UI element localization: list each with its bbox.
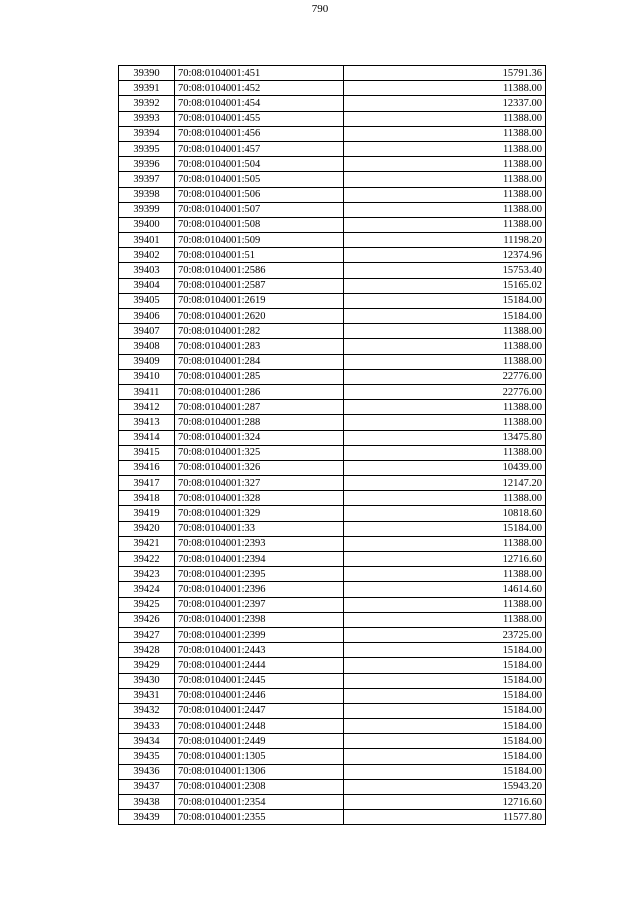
row-number-cell: 39418 <box>119 491 175 506</box>
table-row <box>119 217 546 232</box>
value-cell: 15753.40 <box>344 263 546 278</box>
table-row <box>119 597 546 612</box>
value-cell: 15184.00 <box>344 293 546 308</box>
value-cell: 15184.00 <box>344 734 546 749</box>
cadastral-code-cell: 70:08:0104001:2398 <box>175 612 344 627</box>
row-number-cell: 39421 <box>119 536 175 551</box>
page-number: 790 <box>311 3 329 15</box>
value-cell: 11388.00 <box>344 400 546 415</box>
row-number-cell: 39395 <box>119 141 175 156</box>
value-cell: 11388.00 <box>344 157 546 172</box>
row-number-cell: 39429 <box>119 658 175 673</box>
value-cell: 12374.96 <box>344 248 546 263</box>
value-cell: 15184.00 <box>344 521 546 536</box>
row-number-cell: 39425 <box>119 597 175 612</box>
row-number-cell: 39414 <box>119 430 175 445</box>
cadastral-code-cell: 70:08:0104001:324 <box>175 430 344 445</box>
cadastral-code-cell: 70:08:0104001:329 <box>175 506 344 521</box>
cadastral-code-cell: 70:08:0104001:451 <box>175 66 344 81</box>
value-cell: 15184.00 <box>344 703 546 718</box>
value-cell: 15184.00 <box>344 719 546 734</box>
cadastral-code-cell: 70:08:0104001:509 <box>175 233 344 248</box>
row-number-cell: 39413 <box>119 415 175 430</box>
row-number-cell: 39436 <box>119 764 175 779</box>
cadastral-code-cell: 70:08:0104001:2443 <box>175 643 344 658</box>
row-number-cell: 39405 <box>119 293 175 308</box>
row-number-cell: 39402 <box>119 248 175 263</box>
value-cell: 11388.00 <box>344 536 546 551</box>
row-number-cell: 39426 <box>119 612 175 627</box>
value-cell: 23725.00 <box>344 627 546 642</box>
row-number-cell: 39410 <box>119 369 175 384</box>
value-cell: 14614.60 <box>344 582 546 597</box>
row-number-cell: 39428 <box>119 643 175 658</box>
value-cell: 11388.00 <box>344 597 546 612</box>
row-number-cell: 39419 <box>119 506 175 521</box>
row-number-cell: 39397 <box>119 172 175 187</box>
row-number-cell: 39437 <box>119 779 175 794</box>
cadastral-code-cell: 70:08:0104001:325 <box>175 445 344 460</box>
cadastral-code-cell: 70:08:0104001:2397 <box>175 597 344 612</box>
table-row <box>119 141 546 156</box>
value-cell: 11388.00 <box>344 612 546 627</box>
cadastral-code-cell: 70:08:0104001:2394 <box>175 552 344 567</box>
table-row <box>119 734 546 749</box>
cadastral-code-cell: 70:08:0104001:2620 <box>175 309 344 324</box>
row-number-cell: 39427 <box>119 627 175 642</box>
cadastral-code-cell: 70:08:0104001:2448 <box>175 719 344 734</box>
table-row <box>119 445 546 460</box>
table-row <box>119 476 546 491</box>
value-cell: 11388.00 <box>344 202 546 217</box>
table-row <box>119 96 546 111</box>
cadastral-code-cell: 70:08:0104001:2446 <box>175 688 344 703</box>
table-row <box>119 506 546 521</box>
table-row <box>119 460 546 475</box>
row-number-cell: 39409 <box>119 354 175 369</box>
row-number-cell: 39399 <box>119 202 175 217</box>
value-cell: 12147.20 <box>344 476 546 491</box>
table-row <box>119 552 546 567</box>
value-cell: 11388.00 <box>344 81 546 96</box>
cadastral-code-cell: 70:08:0104001:2447 <box>175 703 344 718</box>
row-number-cell: 39412 <box>119 400 175 415</box>
cadastral-code-cell: 70:08:0104001:286 <box>175 384 344 399</box>
table-row <box>119 81 546 96</box>
cadastral-code-cell: 70:08:0104001:2396 <box>175 582 344 597</box>
value-cell: 11388.00 <box>344 415 546 430</box>
value-cell: 11388.00 <box>344 354 546 369</box>
cadastral-code-cell: 70:08:0104001:456 <box>175 126 344 141</box>
value-cell: 11577.80 <box>344 810 546 825</box>
value-cell: 11388.00 <box>344 324 546 339</box>
cadastral-code-cell: 70:08:0104001:326 <box>175 460 344 475</box>
cadastral-code-cell: 70:08:0104001:284 <box>175 354 344 369</box>
row-number-cell: 39420 <box>119 521 175 536</box>
cadastral-code-cell: 70:08:0104001:454 <box>175 96 344 111</box>
value-cell: 15943.20 <box>344 779 546 794</box>
cadastral-code-cell: 70:08:0104001:508 <box>175 217 344 232</box>
cadastral-code-cell: 70:08:0104001:328 <box>175 491 344 506</box>
table-row <box>119 187 546 202</box>
value-cell: 11388.00 <box>344 126 546 141</box>
cadastral-code-cell: 70:08:0104001:2355 <box>175 810 344 825</box>
table-row <box>119 703 546 718</box>
table-row <box>119 749 546 764</box>
row-number-cell: 39438 <box>119 795 175 810</box>
row-number-cell: 39394 <box>119 126 175 141</box>
value-cell: 11388.00 <box>344 217 546 232</box>
row-number-cell: 39398 <box>119 187 175 202</box>
row-number-cell: 39407 <box>119 324 175 339</box>
table-row <box>119 354 546 369</box>
value-cell: 11388.00 <box>344 339 546 354</box>
table-row <box>119 430 546 445</box>
table-row <box>119 339 546 354</box>
table-row <box>119 612 546 627</box>
row-number-cell: 39434 <box>119 734 175 749</box>
value-cell: 11388.00 <box>344 141 546 156</box>
cadastral-code-cell: 70:08:0104001:327 <box>175 476 344 491</box>
table-row <box>119 263 546 278</box>
value-cell: 11388.00 <box>344 111 546 126</box>
table-row <box>119 309 546 324</box>
row-number-cell: 39422 <box>119 552 175 567</box>
value-cell: 11198.20 <box>344 233 546 248</box>
cadastral-code-cell: 70:08:0104001:2354 <box>175 795 344 810</box>
cadastral-code-cell: 70:08:0104001:2445 <box>175 673 344 688</box>
value-cell: 12716.60 <box>344 795 546 810</box>
cadastral-code-cell: 70:08:0104001:287 <box>175 400 344 415</box>
cadastral-code-cell: 70:08:0104001:1306 <box>175 764 344 779</box>
value-cell: 13475.80 <box>344 430 546 445</box>
value-cell: 10818.60 <box>344 506 546 521</box>
value-cell: 11388.00 <box>344 567 546 582</box>
cadastral-code-cell: 70:08:0104001:455 <box>175 111 344 126</box>
row-number-cell: 39435 <box>119 749 175 764</box>
value-cell: 15791.36 <box>344 66 546 81</box>
cadastral-code-cell: 70:08:0104001:283 <box>175 339 344 354</box>
value-cell: 15165.02 <box>344 278 546 293</box>
table-row <box>119 202 546 217</box>
table-row <box>119 111 546 126</box>
value-cell: 11388.00 <box>344 187 546 202</box>
cadastral-code-cell: 70:08:0104001:51 <box>175 248 344 263</box>
value-cell: 15184.00 <box>344 688 546 703</box>
table-row <box>119 673 546 688</box>
cadastral-code-cell: 70:08:0104001:1305 <box>175 749 344 764</box>
table-row <box>119 248 546 263</box>
row-number-cell: 39391 <box>119 81 175 96</box>
value-cell: 10439.00 <box>344 460 546 475</box>
table-body <box>119 66 546 825</box>
table-row <box>119 688 546 703</box>
row-number-cell: 39411 <box>119 384 175 399</box>
cadastral-code-cell: 70:08:0104001:33 <box>175 521 344 536</box>
table-row <box>119 643 546 658</box>
data-table <box>118 65 546 825</box>
row-number-cell: 39432 <box>119 703 175 718</box>
cadastral-code-cell: 70:08:0104001:282 <box>175 324 344 339</box>
table-row <box>119 172 546 187</box>
row-number-cell: 39408 <box>119 339 175 354</box>
cadastral-code-cell: 70:08:0104001:2308 <box>175 779 344 794</box>
row-number-cell: 39415 <box>119 445 175 460</box>
table-row <box>119 536 546 551</box>
table-row <box>119 567 546 582</box>
row-number-cell: 39392 <box>119 96 175 111</box>
table-row <box>119 400 546 415</box>
table-row <box>119 764 546 779</box>
table-row <box>119 779 546 794</box>
row-number-cell: 39424 <box>119 582 175 597</box>
table-row <box>119 126 546 141</box>
cadastral-code-cell: 70:08:0104001:452 <box>175 81 344 96</box>
cadastral-code-cell: 70:08:0104001:504 <box>175 157 344 172</box>
table-row <box>119 324 546 339</box>
row-number-cell: 39400 <box>119 217 175 232</box>
table-row <box>119 415 546 430</box>
value-cell: 12716.60 <box>344 552 546 567</box>
value-cell: 15184.00 <box>344 749 546 764</box>
cadastral-code-cell: 70:08:0104001:457 <box>175 141 344 156</box>
cadastral-code-cell: 70:08:0104001:2393 <box>175 536 344 551</box>
value-cell: 22776.00 <box>344 384 546 399</box>
cadastral-code-cell: 70:08:0104001:2444 <box>175 658 344 673</box>
value-cell: 15184.00 <box>344 658 546 673</box>
row-number-cell: 39430 <box>119 673 175 688</box>
row-number-cell: 39393 <box>119 111 175 126</box>
table-row <box>119 369 546 384</box>
table-row <box>119 658 546 673</box>
value-cell: 12337.00 <box>344 96 546 111</box>
cadastral-code-cell: 70:08:0104001:2399 <box>175 627 344 642</box>
row-number-cell: 39401 <box>119 233 175 248</box>
row-number-cell: 39406 <box>119 309 175 324</box>
value-cell: 22776.00 <box>344 369 546 384</box>
table-row <box>119 278 546 293</box>
table-row <box>119 66 546 81</box>
table-row <box>119 810 546 825</box>
table-row <box>119 795 546 810</box>
table-row <box>119 521 546 536</box>
table-row <box>119 719 546 734</box>
value-cell: 15184.00 <box>344 764 546 779</box>
value-cell: 15184.00 <box>344 643 546 658</box>
cadastral-code-cell: 70:08:0104001:505 <box>175 172 344 187</box>
table-row <box>119 233 546 248</box>
table-row <box>119 293 546 308</box>
value-cell: 11388.00 <box>344 445 546 460</box>
cadastral-code-cell: 70:08:0104001:2619 <box>175 293 344 308</box>
row-number-cell: 39416 <box>119 460 175 475</box>
cadastral-code-cell: 70:08:0104001:2449 <box>175 734 344 749</box>
cadastral-code-cell: 70:08:0104001:506 <box>175 187 344 202</box>
table-row <box>119 384 546 399</box>
row-number-cell: 39396 <box>119 157 175 172</box>
row-number-cell: 39431 <box>119 688 175 703</box>
value-cell: 15184.00 <box>344 673 546 688</box>
cadastral-code-cell: 70:08:0104001:507 <box>175 202 344 217</box>
value-cell: 15184.00 <box>344 309 546 324</box>
cadastral-code-cell: 70:08:0104001:2586 <box>175 263 344 278</box>
row-number-cell: 39417 <box>119 476 175 491</box>
row-number-cell: 39403 <box>119 263 175 278</box>
table-row <box>119 157 546 172</box>
table-row <box>119 627 546 642</box>
row-number-cell: 39404 <box>119 278 175 293</box>
row-number-cell: 39390 <box>119 66 175 81</box>
table-row <box>119 582 546 597</box>
cadastral-code-cell: 70:08:0104001:288 <box>175 415 344 430</box>
cadastral-code-cell: 70:08:0104001:2395 <box>175 567 344 582</box>
value-cell: 11388.00 <box>344 491 546 506</box>
cadastral-code-cell: 70:08:0104001:2587 <box>175 278 344 293</box>
row-number-cell: 39433 <box>119 719 175 734</box>
row-number-cell: 39439 <box>119 810 175 825</box>
row-number-cell: 39423 <box>119 567 175 582</box>
table-row <box>119 491 546 506</box>
cadastral-code-cell: 70:08:0104001:285 <box>175 369 344 384</box>
value-cell: 11388.00 <box>344 172 546 187</box>
